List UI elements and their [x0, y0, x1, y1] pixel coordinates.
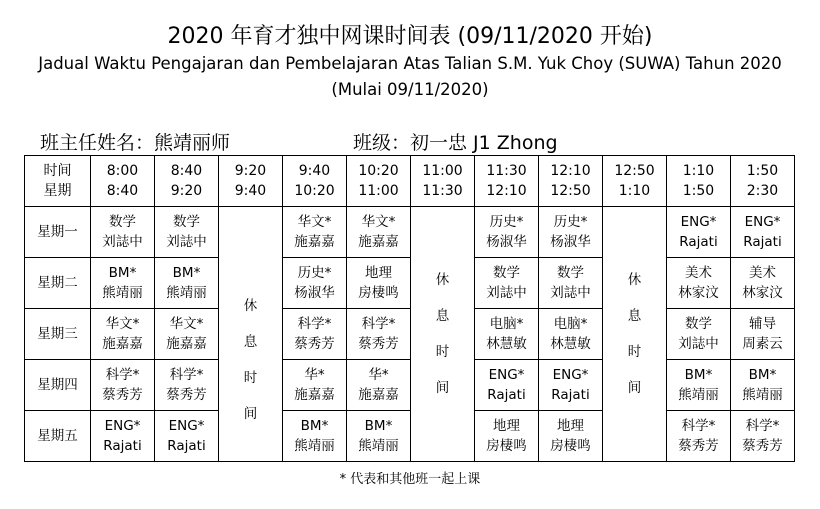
cell-line-top: ENG* — [680, 214, 717, 230]
cell-line-bottom: 房棲鸣 — [358, 285, 399, 301]
lesson-cell — [155, 258, 219, 309]
cell-line-bottom: 蔡秀芳 — [678, 438, 719, 454]
cell-line-bottom: Rajati — [679, 234, 718, 250]
time-slot-header — [219, 156, 283, 207]
lesson-cell — [283, 411, 347, 462]
title-chinese: 2020 年育才独中网课时间表 (09/11/2020 开始) — [167, 24, 653, 49]
title-malay: Jadual Waktu Pengajaran dan Pembelajaran Atas Talian S.M. Yuk Choy (SUWA) Tahun 2020 — [38, 54, 782, 73]
cell-line-top: ENG* — [744, 214, 781, 230]
lesson-cell — [155, 207, 219, 258]
cell-line-bottom: 12:10 — [486, 183, 527, 199]
cell-line-bottom: 11:00 — [358, 183, 399, 199]
cell-line-top: 数学 — [493, 265, 520, 281]
cell-line-top: 华文* — [169, 316, 204, 332]
cell-line-top: 历史* — [489, 214, 524, 230]
header-corner — [25, 156, 91, 207]
cell-line-top: 科学* — [361, 316, 396, 332]
cell-line-top: 地理 — [557, 418, 584, 434]
time-slot-header — [539, 156, 603, 207]
cell-line-top: BM* — [108, 265, 137, 281]
cell-line-top: BM* — [684, 367, 713, 383]
break-cell — [411, 207, 475, 462]
break-char: 间 — [435, 380, 450, 396]
lesson-cell — [667, 411, 731, 462]
cell-line-bottom: 熊靖丽 — [742, 387, 783, 403]
cell-line-top: 地理 — [493, 418, 520, 434]
cell-line-top: 9:20 — [234, 163, 267, 179]
cell-line-top: 华* — [368, 367, 389, 383]
cell-line-bottom: 林家汶 — [742, 285, 783, 301]
day-row — [25, 360, 795, 411]
class-name-label: 班级：初一忠 J1 Zhong — [353, 132, 558, 154]
cell-line-bottom: 施嘉嘉 — [166, 336, 207, 352]
day-label: 星期五 — [25, 411, 91, 462]
lesson-cell — [475, 411, 539, 462]
time-slot-header — [411, 156, 475, 207]
cell-line-top: 华文* — [361, 214, 396, 230]
day-row — [25, 207, 795, 258]
time-slot-header — [91, 156, 155, 207]
lesson-cell — [91, 258, 155, 309]
cell-line-top: ENG* — [552, 367, 589, 383]
cell-line-bottom: 熊靖丽 — [102, 285, 143, 301]
lesson-cell — [539, 309, 603, 360]
day-label: 星期一 — [25, 207, 91, 258]
cell-line-bottom: 施嘉嘉 — [294, 234, 335, 250]
lesson-cell — [731, 309, 795, 360]
lesson-cell — [539, 360, 603, 411]
lesson-cell — [731, 411, 795, 462]
time-slot-header — [155, 156, 219, 207]
cell-line-top: 华* — [304, 367, 325, 383]
break-char: 间 — [627, 380, 642, 396]
cell-line-top: 科学* — [169, 367, 204, 383]
break-char: 时 — [627, 344, 642, 360]
lesson-cell — [347, 411, 411, 462]
cell-line-bottom: 蔡秀芳 — [294, 336, 335, 352]
lesson-cell — [347, 258, 411, 309]
cell-line-bottom: 林慧敏 — [550, 336, 591, 352]
day-label: 星期三 — [25, 309, 91, 360]
cell-line-bottom: Rajati — [743, 234, 782, 250]
cell-line-top: 美术 — [749, 265, 776, 281]
cell-line-top: 数学 — [173, 214, 200, 230]
cell-line-top: 9:40 — [298, 163, 331, 179]
lesson-cell — [539, 207, 603, 258]
lesson-cell — [667, 207, 731, 258]
break-char: 时 — [435, 344, 450, 360]
cell-line-bottom: Rajati — [487, 387, 526, 403]
cell-line-top: ENG* — [168, 418, 205, 434]
cell-line-bottom: 施嘉嘉 — [102, 336, 143, 352]
cell-line-bottom: 熊靖丽 — [358, 438, 399, 454]
cell-line-bottom: 刘誌中 — [102, 234, 143, 250]
cell-line-top: 华文* — [105, 316, 140, 332]
lesson-cell — [155, 360, 219, 411]
lesson-cell — [91, 207, 155, 258]
class-teacher-label: 班主任姓名：熊靖丽师 — [40, 132, 231, 154]
cell-line-top: 历史* — [297, 265, 332, 281]
cell-line-bottom: 星期 — [43, 183, 72, 199]
lesson-cell — [155, 309, 219, 360]
lesson-cell — [283, 258, 347, 309]
cell-line-bottom: 杨淑华 — [294, 285, 335, 301]
cell-line-top: 1:50 — [746, 163, 779, 179]
cell-line-bottom: 刘誌中 — [550, 285, 591, 301]
cell-line-bottom: 刘誌中 — [166, 234, 207, 250]
day-label: 星期二 — [25, 258, 91, 309]
cell-line-bottom: 9:20 — [170, 183, 203, 199]
cell-line-bottom: 熊靖丽 — [678, 387, 719, 403]
cell-line-bottom: 林家汶 — [678, 285, 719, 301]
break-cell — [219, 207, 283, 462]
cell-line-top: 数学 — [557, 265, 584, 281]
lesson-cell — [283, 360, 347, 411]
cell-line-bottom: 11:30 — [422, 183, 463, 199]
lesson-cell — [667, 258, 731, 309]
break-char: 息 — [627, 308, 642, 324]
lesson-cell — [347, 309, 411, 360]
cell-line-bottom: 施嘉嘉 — [358, 387, 399, 403]
cell-line-bottom: 蔡秀芳 — [742, 438, 783, 454]
break-char: 休 — [243, 298, 258, 314]
cell-line-top: 1:10 — [682, 163, 715, 179]
cell-line-bottom: Rajati — [551, 387, 590, 403]
cell-line-bottom: 熊靖丽 — [294, 438, 335, 454]
cell-line-top: 8:00 — [106, 163, 139, 179]
lesson-cell — [731, 207, 795, 258]
lesson-cell — [667, 309, 731, 360]
lesson-cell — [539, 411, 603, 462]
day-row — [25, 258, 795, 309]
cell-line-bottom: 刘誌中 — [678, 336, 719, 352]
break-cell — [603, 207, 667, 462]
cell-line-bottom: 1:50 — [682, 183, 715, 199]
day-label: 星期四 — [25, 360, 91, 411]
cell-line-bottom: 8:40 — [106, 183, 139, 199]
lesson-cell — [475, 207, 539, 258]
title-start-date: (Mulai 09/11/2020) — [331, 80, 489, 99]
lesson-cell — [91, 360, 155, 411]
cell-line-top: 地理 — [365, 265, 392, 281]
cell-line-top: 历史* — [553, 214, 588, 230]
cell-line-top: 10:20 — [358, 163, 399, 179]
cell-line-bottom: 杨淑华 — [550, 234, 591, 250]
cell-line-bottom: 房棲鸣 — [486, 438, 527, 454]
lesson-cell — [731, 258, 795, 309]
lesson-cell — [667, 360, 731, 411]
cell-line-bottom: 9:40 — [234, 183, 267, 199]
footnote: * 代表和其他班一起上课 — [339, 472, 481, 487]
cell-line-top: BM* — [300, 418, 329, 434]
cell-line-bottom: 施嘉嘉 — [294, 387, 335, 403]
cell-line-top: 11:30 — [486, 163, 527, 179]
time-slot-header — [731, 156, 795, 207]
cell-line-bottom: 杨淑华 — [486, 234, 527, 250]
lesson-cell — [475, 309, 539, 360]
cell-line-top: 科学* — [105, 367, 140, 383]
cell-line-top: 8:40 — [170, 163, 203, 179]
cell-line-bottom: 2:30 — [746, 183, 779, 199]
cell-line-bottom: Rajati — [167, 438, 206, 454]
cell-line-top: BM* — [172, 265, 201, 281]
cell-line-top: 数学 — [109, 214, 136, 230]
cell-line-bottom: 蔡秀芳 — [358, 336, 399, 352]
cell-line-top: 华文* — [297, 214, 332, 230]
lesson-cell — [283, 309, 347, 360]
lesson-cell — [283, 207, 347, 258]
lesson-cell — [91, 411, 155, 462]
cell-line-top: ENG* — [104, 418, 141, 434]
cell-line-bottom: 刘誌中 — [486, 285, 527, 301]
lesson-cell — [91, 309, 155, 360]
cell-line-top: 数学 — [685, 316, 712, 332]
header-row — [25, 156, 795, 207]
cell-line-top: BM* — [748, 367, 777, 383]
lesson-cell — [347, 360, 411, 411]
break-char: 休 — [627, 272, 642, 288]
cell-line-top: 电脑* — [489, 316, 524, 332]
cell-line-bottom: 1:10 — [618, 183, 651, 199]
time-slot-header — [667, 156, 731, 207]
break-char: 息 — [435, 308, 450, 324]
cell-line-top: 科学* — [297, 316, 332, 332]
cell-line-bottom: 10:20 — [294, 183, 335, 199]
time-slot-header — [283, 156, 347, 207]
cell-line-top: 美术 — [685, 265, 712, 281]
cell-line-top: 科学* — [681, 418, 716, 434]
cell-line-bottom: 蔡秀芳 — [166, 387, 207, 403]
cell-line-top: 12:10 — [550, 163, 591, 179]
cell-line-bottom: 房棲鸣 — [550, 438, 591, 454]
day-row — [25, 309, 795, 360]
cell-line-top: 12:50 — [614, 163, 655, 179]
break-char: 休 — [435, 272, 450, 288]
lesson-cell — [475, 360, 539, 411]
cell-line-top: ENG* — [488, 367, 525, 383]
lesson-cell — [539, 258, 603, 309]
break-char: 息 — [243, 334, 258, 350]
timetable — [24, 155, 795, 462]
break-char: 间 — [243, 406, 258, 422]
lesson-cell — [155, 411, 219, 462]
cell-line-top: 时间 — [43, 163, 72, 179]
cell-line-bottom: 12:50 — [550, 183, 591, 199]
time-slot-header — [475, 156, 539, 207]
cell-line-top: 科学* — [745, 418, 780, 434]
cell-line-top: 11:00 — [422, 163, 463, 179]
cell-line-bottom: 熊靖丽 — [166, 285, 207, 301]
time-slot-header — [603, 156, 667, 207]
time-slot-header — [347, 156, 411, 207]
lesson-cell — [347, 207, 411, 258]
cell-line-bottom: 周素云 — [742, 336, 783, 352]
day-row — [25, 411, 795, 462]
cell-line-bottom: 林慧敏 — [486, 336, 527, 352]
cell-line-top: 辅导 — [749, 316, 776, 332]
cell-line-top: 电脑* — [553, 316, 588, 332]
cell-line-bottom: Rajati — [103, 438, 142, 454]
cell-line-bottom: 施嘉嘉 — [358, 234, 399, 250]
lesson-cell — [475, 258, 539, 309]
cell-line-bottom: 蔡秀芳 — [102, 387, 143, 403]
break-char: 时 — [243, 370, 258, 386]
lesson-cell — [731, 360, 795, 411]
cell-line-top: BM* — [364, 418, 393, 434]
